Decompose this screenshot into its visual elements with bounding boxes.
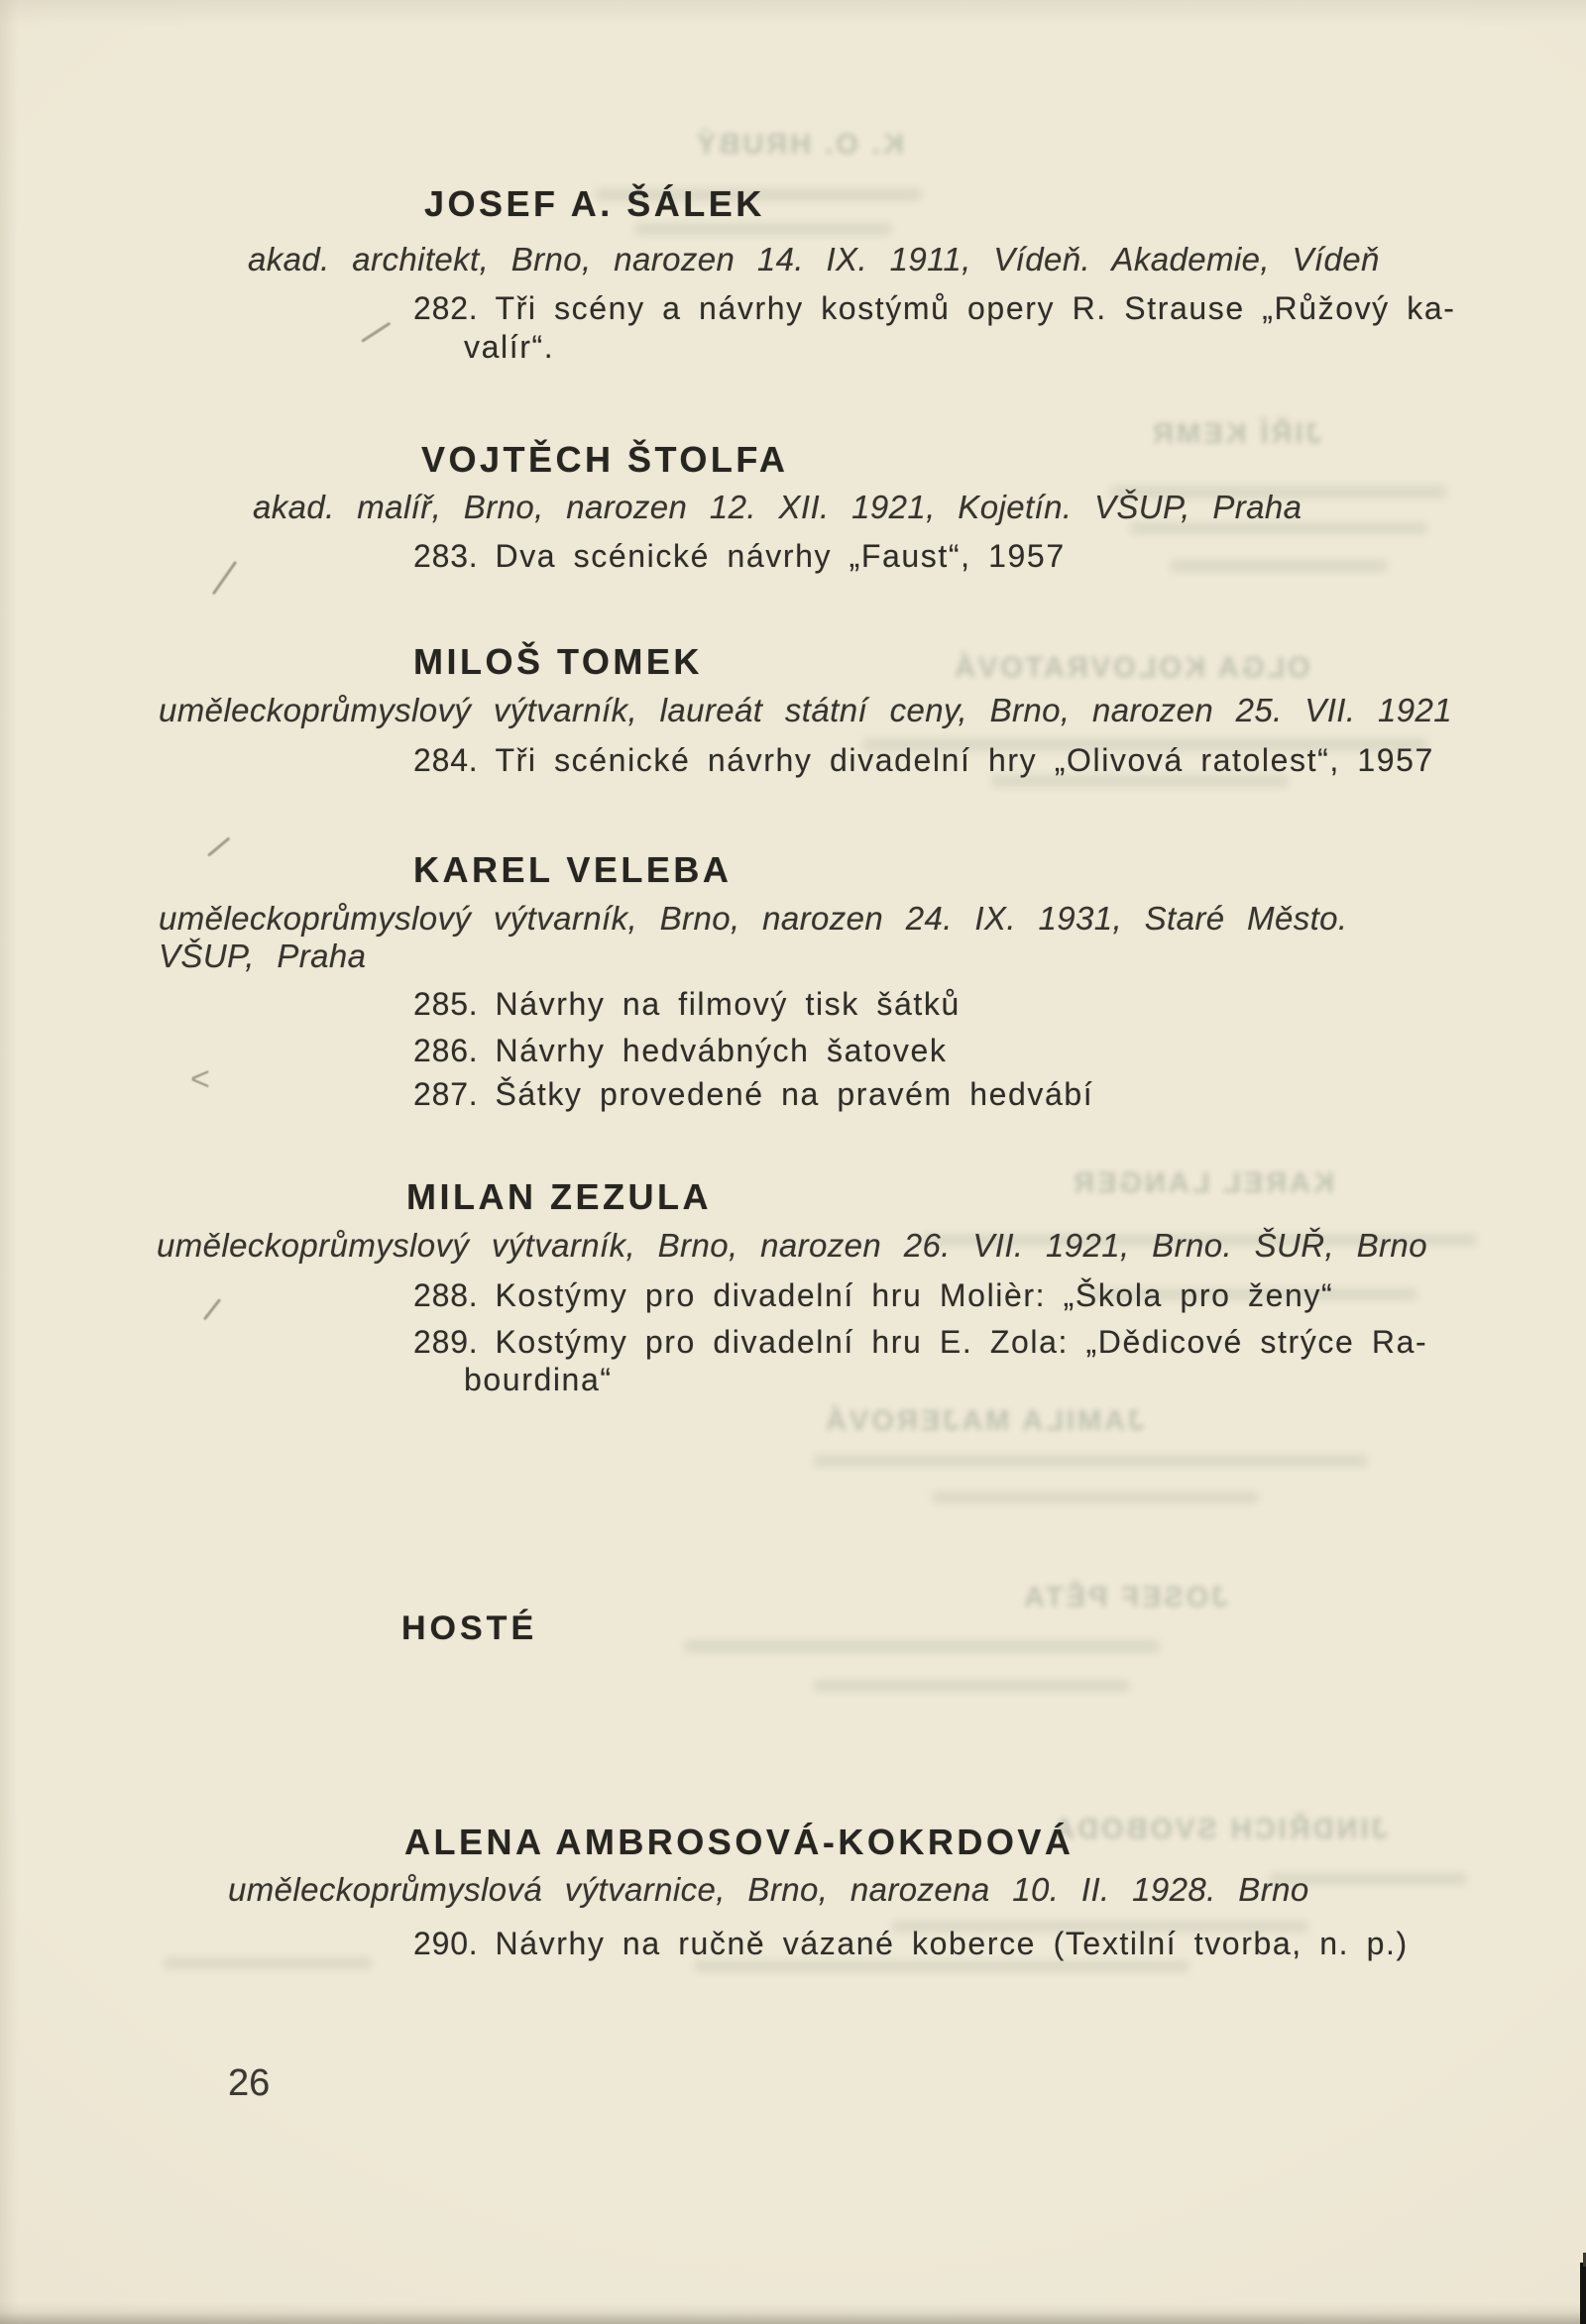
artist-bio-line: uměleckoprůmyslový výtvarník, Brno, narozen 26. VII. 1921, Brno. ŠUŘ, Brno	[157, 1227, 1427, 1264]
artist-bio-line: uměleckoprůmyslový výtvarník, laureát státní ceny, Brno, narozen 25. VII. 1921	[159, 692, 1452, 728]
artist-heading: MILOŠ TOMEK	[413, 641, 703, 682]
pencil-mark	[212, 561, 237, 595]
bleedthrough-text: JIŘÍ KEMR	[1150, 418, 1322, 450]
artist-bio-line: akad. architekt, Brno, narozen 14. IX. 1911, Vídeň. Akademie, Vídeň	[248, 241, 1380, 277]
catalog-entry-line	[413, 988, 961, 1020]
entry-number: 282.	[413, 290, 479, 326]
bleedthrough-smudge	[634, 223, 892, 235]
artist-bio-line: uměleckoprůmyslová výtvarnice, Brno, narozena 10. II. 1928. Brno	[228, 1871, 1309, 1908]
artist-bio-line: uměleckoprůmyslový výtvarník, Brno, narozen 24. IX. 1931, Staré Město.	[159, 900, 1348, 937]
bleedthrough-smudge	[813, 1455, 1368, 1467]
pencil-mark	[207, 836, 230, 856]
bleedthrough-text: K. O. HRUBÝ	[694, 129, 904, 161]
entry-number: 287.	[413, 1076, 479, 1112]
entry-number: 290.	[413, 1926, 479, 1961]
pencil-check-mark: <	[190, 1060, 210, 1098]
entry-text: Šátky provedené na pravém hedvábí	[495, 1076, 1094, 1112]
entry-text: Návrhy na ručně vázané koberce (Textilní tvorba, n. p.)	[495, 1926, 1409, 1961]
artist-bio-line: VŠUP, Praha	[159, 938, 367, 974]
bleedthrough-smudge	[1170, 560, 1388, 572]
entry-number: 285.	[413, 986, 479, 1022]
artist-heading: VOJTĚCH ŠTOLFA	[421, 439, 789, 480]
bleedthrough-text: JINDŘICH SVOBODA	[1051, 1814, 1388, 1845]
entry-text: Návrhy hedvábných šatovek	[495, 1033, 948, 1068]
entry-number: 288.	[413, 1277, 479, 1313]
bleedthrough-text: JAMILA MAJEROVÁ	[823, 1405, 1145, 1437]
entry-number: 283.	[413, 538, 479, 574]
catalog-entry-line	[413, 1928, 1409, 1959]
scan-edge-artifact	[1580, 2263, 1586, 2324]
bleedthrough-text: JOSEF PĚTA	[1021, 1582, 1228, 1613]
divider-heading: HOSTÉ	[401, 1609, 538, 1647]
catalog-entry-line	[413, 1279, 1333, 1311]
artist-heading: JOSEF A. ŠÁLEK	[424, 183, 765, 224]
pencil-mark	[361, 322, 391, 343]
bleedthrough-smudge	[813, 1680, 1130, 1692]
catalog-entry-line	[413, 540, 1066, 572]
entry-continuation-line: valír“.	[464, 329, 555, 365]
catalog-entry-line	[413, 744, 1434, 776]
catalog-entry-line	[413, 1035, 947, 1066]
catalog-entry-line	[413, 292, 1456, 324]
artist-heading: MILAN ZEZULA	[406, 1176, 712, 1217]
entry-continuation-line: bourdina“	[464, 1362, 613, 1397]
entry-number: 286.	[413, 1033, 479, 1068]
catalog-entry-line	[413, 1078, 1093, 1110]
pencil-mark	[203, 1298, 221, 1320]
bleedthrough-smudge	[164, 1957, 372, 1969]
bleedthrough-smudge	[932, 1492, 1259, 1503]
artist-bio-line: akad. malíř, Brno, narozen 12. XII. 1921, Kojetín. VŠUP, Praha	[253, 489, 1303, 525]
bleedthrough-text: KAREL LANGER	[1071, 1167, 1334, 1199]
entry-text: Návrhy na filmový tisk šátků	[495, 986, 961, 1022]
page-number: 26	[228, 2062, 271, 2104]
bleedthrough-smudge	[684, 1640, 1160, 1653]
bleedthrough-text: OLGA KOLOVRATOVÁ	[952, 652, 1310, 684]
entry-text: Dva scénické návrhy „Faust“, 1957	[495, 538, 1066, 574]
entry-text: Tři scénické návrhy divadelní hry „Olivová ratolest“, 1957	[495, 742, 1434, 778]
entry-text: Kostýmy pro divadelní hru E. Zola: „Dědicové strýce Ra-	[495, 1324, 1428, 1360]
entry-text: Tři scény a návrhy kostýmů opery R. Strause „Růžový ka-	[495, 290, 1456, 326]
entry-number: 289.	[413, 1324, 479, 1360]
entry-text: Kostýmy pro divadelní hru Molièr: „Škola pro ženy“	[495, 1277, 1334, 1313]
artist-heading: ALENA AMBROSOVÁ-KOKRDOVÁ	[404, 1822, 1075, 1862]
scan-bottom-shadow	[0, 2312, 1586, 2324]
bleedthrough-smudge	[694, 1960, 1190, 1972]
artist-heading: KAREL VELEBA	[413, 849, 733, 890]
entry-number: 284.	[413, 742, 479, 778]
catalog-entry-line	[413, 1326, 1427, 1358]
